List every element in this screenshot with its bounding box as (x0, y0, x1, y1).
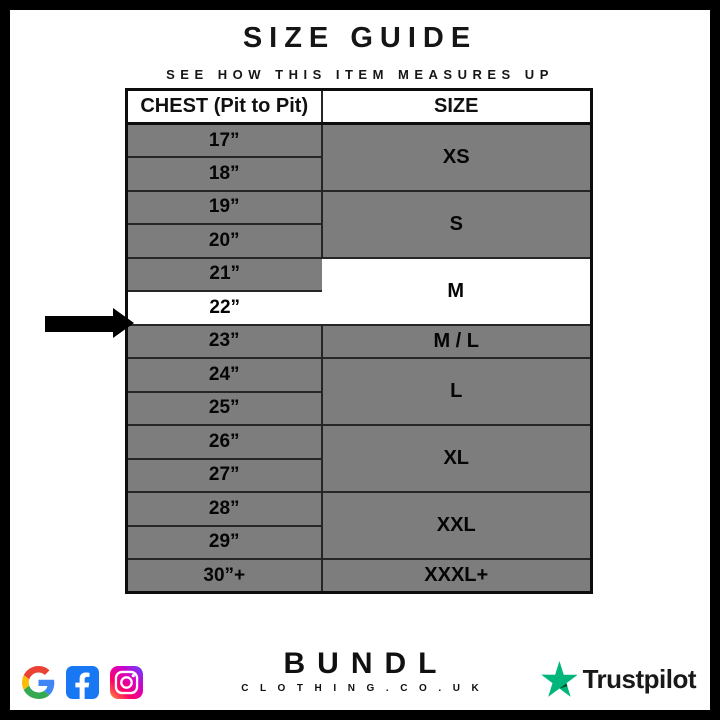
size-cell-l: L (322, 358, 592, 425)
table-row (127, 124, 592, 158)
chest-cell-27: 27” (127, 459, 322, 493)
arrow-shaft (45, 316, 114, 332)
size-guide-table (125, 88, 593, 594)
chest-cell-30plus: 30”+ (127, 559, 322, 593)
table-row (127, 358, 592, 392)
table-header-row (127, 90, 592, 124)
brand-name: BUNDL (283, 647, 449, 680)
column-header-chest: CHEST (Pit to Pit) (127, 90, 322, 124)
size-cell-xs: XS (322, 124, 592, 191)
size-cell-xl: XL (322, 425, 592, 492)
table-row (127, 492, 592, 526)
chest-cell-22-highlighted: 22” (127, 291, 322, 325)
arrow-head (113, 308, 134, 338)
chest-cell-25: 25” (127, 392, 322, 426)
page-subtitle: SEE HOW THIS ITEM MEASURES UP (166, 67, 554, 82)
chest-cell-26: 26” (127, 425, 322, 459)
chest-cell-21: 21” (127, 258, 322, 292)
chest-cell-24: 24” (127, 358, 322, 392)
footer (10, 638, 710, 710)
chest-cell-17: 17” (127, 124, 322, 158)
row-pointer-arrow-icon (45, 308, 134, 339)
size-cell-xxl: XXL (322, 492, 592, 559)
table-row (127, 325, 592, 359)
size-cell-s: S (322, 191, 592, 258)
table-row (127, 559, 592, 593)
trustpilot-logo[interactable] (541, 661, 696, 697)
chest-cell-19: 19” (127, 191, 322, 225)
chest-cell-29: 29” (127, 526, 322, 560)
table-row (127, 425, 592, 459)
table-row (127, 191, 592, 225)
trustpilot-label: Trustpilot (582, 663, 696, 694)
brand-tagline: C L O T H I N G . C O . U K (241, 683, 484, 694)
chest-cell-23: 23” (127, 325, 322, 359)
chest-cell-20: 20” (127, 224, 322, 258)
chest-cell-18: 18” (127, 157, 322, 191)
chest-cell-28: 28” (127, 492, 322, 526)
size-cell-xxxl: XXXL+ (322, 559, 592, 593)
column-header-size: SIZE (322, 90, 592, 124)
size-cell-m-highlighted: M (322, 258, 592, 325)
trustpilot-star-icon (541, 661, 578, 697)
size-cell-m-l: M / L (322, 325, 592, 359)
page-title: SIZE GUIDE (242, 22, 478, 54)
table-row (127, 258, 592, 292)
